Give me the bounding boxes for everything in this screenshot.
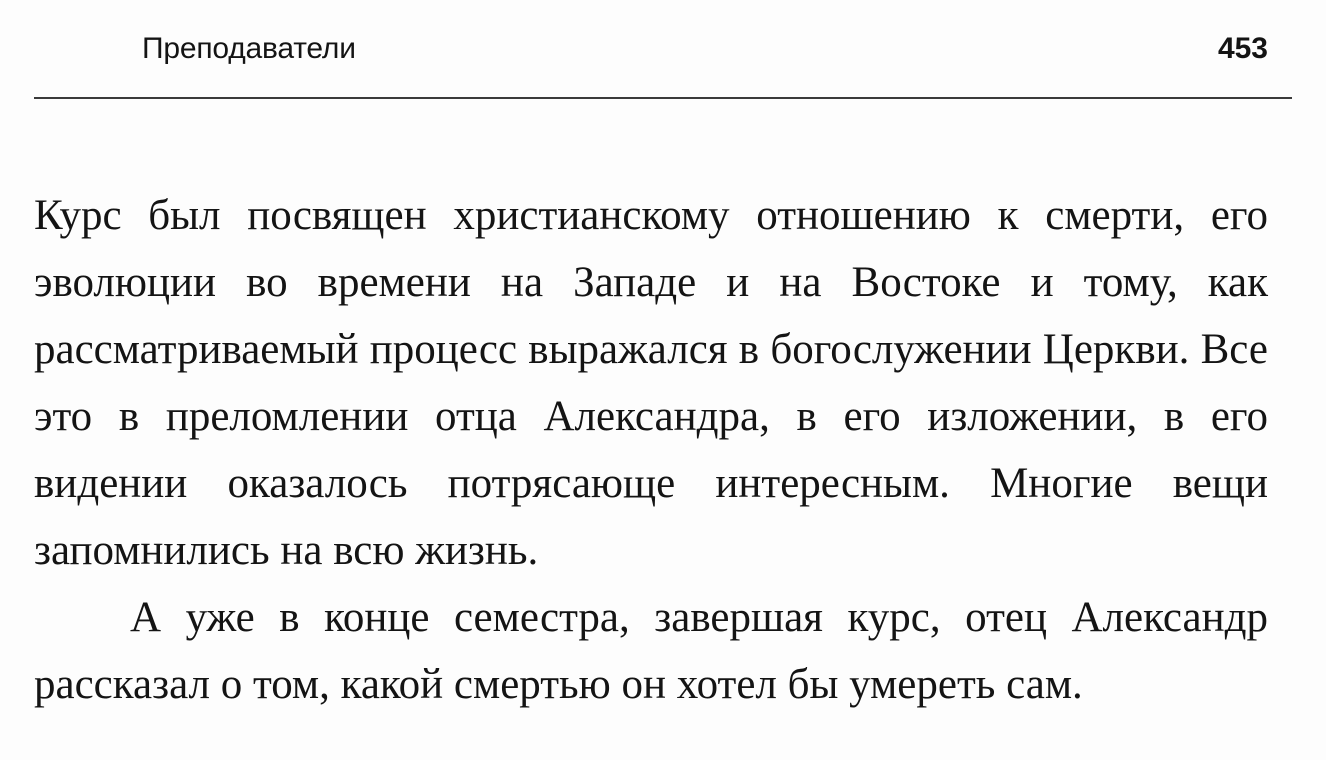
- header-divider: [34, 97, 1292, 99]
- paragraph: Курс был посвящен христианскому отношению к смерти, его эволюции во времени на Западе и на Востоке и тому, как рассматриваемый процесс выражался в богослужении Церкви. Все это в преломлении отца Александра, в его изложении, в его видении оказалось потрясающе интересным. Многие вещи запомнились на всю жизнь.: [34, 192, 1268, 574]
- page-number: 453: [1217, 32, 1268, 65]
- section-title: Преподаватели: [142, 32, 356, 65]
- paragraph: А уже в конце семестра, завершая курс, отец Александр рассказал о том, какой смертью он хотел бы умереть сам.: [34, 594, 1268, 708]
- running-head: [142, 28, 1268, 70]
- body-text: [34, 182, 1268, 718]
